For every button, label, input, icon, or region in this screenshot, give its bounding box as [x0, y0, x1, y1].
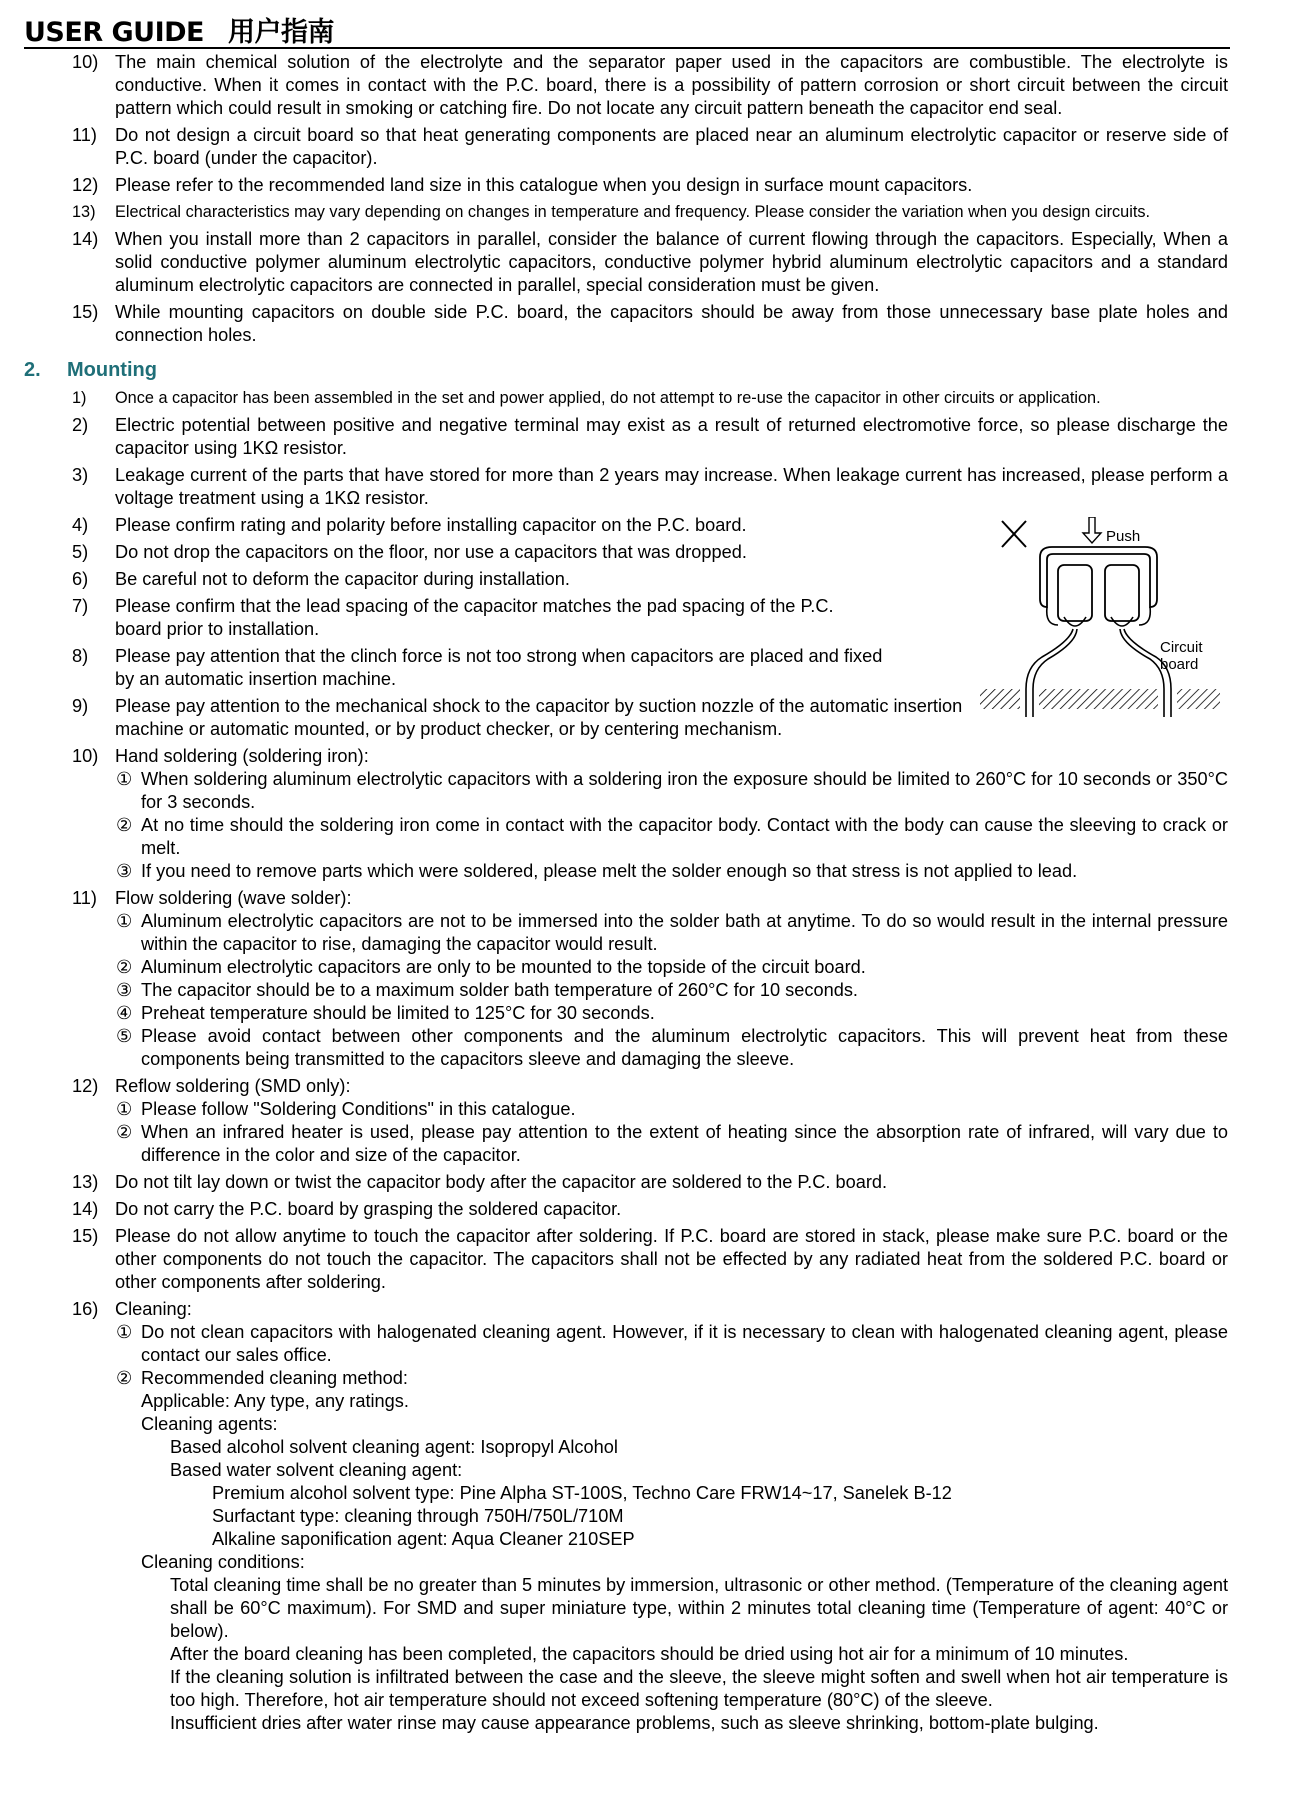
item-text: Do not carry the P.C. board by grasping the soldered capacitor.: [115, 1199, 622, 1219]
item-number: 7): [72, 596, 89, 616]
header-title-en: USER GUIDE: [24, 17, 204, 48]
sub-item: [0, 1367, 1300, 1390]
sub-item-marker: ①: [116, 1099, 133, 1119]
list-item: [0, 228, 1300, 297]
prohibited-x-icon: [1002, 521, 1026, 547]
list-item: [0, 387, 1300, 410]
sub-item: [0, 860, 1300, 883]
sub-item-marker: ②: [116, 1368, 133, 1388]
item-text: Please refer to the recommended land size in this catalogue when you design in surface mount capacitors.: [115, 175, 973, 195]
sub-item-marker: ⑤: [116, 1026, 133, 1046]
item-text: Electric potential between positive and negative terminal may exist as a result of returned electromotive force, so please discharge the capacitor using 1KΩ resistor.: [115, 415, 1228, 458]
sub-item: [0, 910, 1300, 956]
item-text: Please pay attention to the mechanical shock to the capacitor by suction nozzle of the automatic insertion machine or automatic mounted, or by product checker, or by centering mechanism.: [115, 696, 963, 739]
list-item: [0, 301, 1300, 347]
cleaning-conditions-title: Cleaning conditions:: [141, 1552, 305, 1572]
sub-item-text: Please follow "Soldering Conditions" in this catalogue.: [141, 1099, 576, 1119]
list-item: [0, 1198, 1300, 1221]
item-number: 15): [72, 1226, 99, 1246]
circuit-board-label-line2: board: [1160, 656, 1199, 673]
list-item: [0, 174, 1300, 197]
list-item-hand-soldering: [0, 745, 1300, 768]
sub-item: [0, 1098, 1300, 1121]
item-number: 9): [72, 696, 89, 716]
sub-item-text: When soldering aluminum electrolytic capacitors with a soldering iron the exposure should be limited to 260°C for 10 seconds or 350°C for 3 seconds.: [141, 769, 1228, 812]
item-number: 10): [72, 52, 99, 72]
header-title-zh: 用户指南: [228, 17, 334, 48]
section-title: [0, 357, 1300, 383]
list-item: [0, 1171, 1300, 1194]
list-item: [0, 645, 885, 691]
list-item: [0, 595, 885, 641]
item-text: While mounting capacitors on double side P.C. board, the capacitors should be away from those unnecessary base plate holes and connection holes.: [115, 302, 1228, 345]
sub-item-marker: ③: [116, 861, 133, 881]
sub-item-text: If you need to remove parts which were soldered, please melt the solder enough so that stress is not applied to lead.: [141, 861, 1078, 881]
item-number: 13): [72, 203, 96, 221]
list-item-reflow-soldering: [0, 1075, 1300, 1098]
sub-item: [0, 1025, 1300, 1071]
item-number: 10): [72, 746, 99, 766]
sub-item-marker: ①: [116, 769, 133, 789]
sub-item-text: When an infrared heater is used, please pay attention to the extent of heating since the absorption rate of infrared, will vary due to difference in the color and size of the capacitor.: [141, 1122, 1228, 1165]
list-item-cleaning: [0, 1298, 1300, 1321]
cleaning-agent-water: Based water solvent cleaning agent:: [170, 1460, 463, 1480]
list-item: [0, 1225, 1300, 1294]
list-item: [0, 695, 1015, 741]
sub-item: [0, 1002, 1300, 1025]
sub-item-marker: ①: [116, 911, 133, 931]
list-item: [0, 414, 1300, 460]
list-item: [0, 541, 885, 564]
cleaning-agent-premium: Premium alcohol solvent type: Pine Alpha ST-100S, Techno Care FRW14~17, Sanelek B-12: [212, 1483, 952, 1503]
item-number: 3): [72, 465, 89, 485]
cleaning-condition: Total cleaning time shall be no greater than 5 minutes by immersion, ultrasonic or other method. (Temperature of the cleaning agent shall be 60°C maximum). For SMD and super miniature type, within 2 minutes total cleaning time (Temperature of agent: 40°C or below).: [170, 1575, 1228, 1641]
sub-item-marker: ①: [116, 1322, 133, 1342]
sub-item-text: Please avoid contact between other components and the aluminum electrolytic capacitors. This will prevent heat from these components being transmitted to the capacitors sleeve and damaging the sleeve.: [141, 1026, 1228, 1069]
cleaning-applicable: Applicable: Any type, any ratings.: [141, 1391, 409, 1411]
item-text: Do not tilt lay down or twist the capacitor body after the capacitor are soldered to the P.C. board.: [115, 1172, 888, 1192]
item-text: Be careful not to deform the capacitor during installation.: [115, 569, 570, 589]
sub-item: [0, 1121, 1300, 1167]
list-item: [0, 464, 1300, 510]
item-number: 13): [72, 1172, 99, 1192]
cleaning-condition: After the board cleaning has been completed, the capacitors should be dried using hot air for a minimum of 10 minutes.: [170, 1644, 1129, 1664]
list-item: [0, 124, 1300, 170]
item-number: 14): [72, 1199, 99, 1219]
sub-item: [0, 956, 1300, 979]
item-number: 2): [72, 415, 89, 435]
item-number: 5): [72, 542, 89, 562]
item-text: Once a capacitor has been assembled in the set and power applied, do not attempt to re-use the capacitor in other circuits or application.: [115, 389, 1101, 407]
item-text: Do not drop the capacitors on the floor, nor use a capacitors that was dropped.: [115, 542, 747, 562]
capacitor-right: [1105, 565, 1139, 626]
item-text: Please pay attention that the clinch force is not too strong when capacitors are placed and fixed by an automatic insertion machine.: [115, 646, 883, 689]
list-item: [0, 514, 885, 537]
sub-item-text: Aluminum electrolytic capacitors are not to be immersed into the solder bath at anytime. To do so would result in the internal pressure within the capacitor to rise, damaging the capacitor would result.: [141, 911, 1228, 954]
capacitor-left: [1058, 565, 1092, 626]
item-text: When you install more than 2 capacitors in parallel, consider the balance of current flowing through the capacitors. Especially, When a solid conductive polymer aluminum electrolytic capacitors, conductive polymer hybrid aluminum electrolytic capacitors and a standard aluminum electrolytic capacitors are connected in parallel, special consideration must be given.: [115, 229, 1228, 295]
cleaning-condition: If the cleaning solution is infiltrated between the case and the sleeve, the sleeve might soften and swell when hot air temperature is too high. Therefore, hot air temperature should not exceed softening temperature (80°C) of the sleeve.: [170, 1667, 1228, 1710]
sub-item-text: Do not clean capacitors with halogenated cleaning agent. However, if it is necessary to clean with halogenated cleaning agent, please contact our sales office.: [141, 1322, 1228, 1365]
item-text: Please confirm rating and polarity before installing capacitor on the P.C. board.: [115, 515, 747, 535]
item-number: 12): [72, 1076, 99, 1096]
item-number: 8): [72, 646, 89, 666]
item-text: The main chemical solution of the electrolyte and the separator paper used in the capacitors are combustible. The electrolyte is conductive. When it comes in contact with the P.C. board, there is a possibility of pattern corrosion or short circuit between the circuit pattern which could result in smoking or catching fire. Do not locate any circuit pattern beneath the capacitor end seal.: [115, 52, 1228, 118]
circuit-board-label-line1: Circuit: [1160, 639, 1203, 656]
item-title: Reflow soldering (SMD only):: [115, 1076, 351, 1096]
item-number: 6): [72, 569, 89, 589]
list-item-flow-soldering: [0, 887, 1300, 910]
sub-item-text: At no time should the soldering iron come in contact with the capacitor body. Contact with the body can cause the sleeving to crack or melt.: [141, 815, 1228, 858]
push-arrow-icon: [1083, 517, 1101, 543]
sub-item: [0, 768, 1300, 814]
item-text: Electrical characteristics may vary depending on changes in temperature and frequency. Please consider the variation when you design circuits.: [115, 203, 1151, 221]
sub-item-marker: ②: [116, 957, 133, 977]
cleaning-agent-alkaline: Alkaline saponification agent: Aqua Cleaner 210SEP: [212, 1529, 635, 1549]
push-label: Push: [1106, 528, 1141, 545]
section-number: 2.: [24, 359, 41, 381]
sub-item-text: The capacitor should be to a maximum solder bath temperature of 260°C for 10 seconds.: [141, 980, 858, 1000]
header-rule: [24, 47, 1230, 49]
sub-item-marker: ③: [116, 980, 133, 1000]
sub-item-marker: ②: [116, 1122, 133, 1142]
item-number: 4): [72, 515, 89, 535]
item-number: 14): [72, 229, 99, 249]
cleaning-agent-alcohol: Based alcohol solvent cleaning agent: Isopropyl Alcohol: [170, 1437, 618, 1457]
sub-item-text: Recommended cleaning method:: [141, 1368, 408, 1388]
item-number: 11): [72, 888, 97, 908]
item-text: Do not design a circuit board so that heat generating components are placed near an aluminum electrolytic capacitor or reserve side of P.C. board (under the capacitor).: [115, 125, 1228, 168]
cleaning-condition: Insufficient dries after water rinse may cause appearance problems, such as sleeve shrinking, bottom-plate bulging.: [170, 1713, 1099, 1733]
document-body: [0, 51, 1300, 1735]
item-number: 11): [72, 125, 97, 145]
sub-item-marker: ②: [116, 815, 133, 835]
sub-item-marker: ④: [116, 1003, 133, 1023]
item-number: 16): [72, 1299, 99, 1319]
sub-item-text: Aluminum electrolytic capacitors are only to be mounted to the topside of the circuit board.: [141, 957, 866, 977]
sub-item: [0, 979, 1300, 1002]
item-number: 15): [72, 302, 99, 322]
cleaning-agent-surfactant: Surfactant type: cleaning through 750H/750L/710M: [212, 1506, 624, 1526]
item-number: 12): [72, 175, 99, 195]
list-item: [0, 568, 885, 591]
item-text: Leakage current of the parts that have stored for more than 2 years may increase. When leakage current has increased, please perform a voltage treatment using a 1KΩ resistor.: [115, 465, 1228, 508]
capacitor-mounting-diagram: [980, 517, 1220, 727]
sub-item-text: Preheat temperature should be limited to 125°C for 30 seconds.: [141, 1003, 655, 1023]
cleaning-agents-title: Cleaning agents:: [141, 1414, 278, 1434]
list-item: [0, 201, 1300, 224]
section-heading: Mounting: [67, 359, 157, 381]
item-title: Flow soldering (wave solder):: [115, 888, 352, 908]
item-title: Cleaning:: [115, 1299, 192, 1319]
sub-item: [0, 1321, 1300, 1367]
page-header: [24, 10, 334, 49]
circuit-board: [980, 689, 1220, 709]
mounting-figure: [980, 517, 1220, 727]
list-item: [0, 51, 1300, 120]
item-title: Hand soldering (soldering iron):: [115, 746, 369, 766]
sub-item: [0, 814, 1300, 860]
item-number: 1): [72, 389, 87, 407]
item-text: Please confirm that the lead spacing of the capacitor matches the pad spacing of the P.C. board prior to installation.: [115, 596, 834, 639]
item-text: Please do not allow anytime to touch the capacitor after soldering. If P.C. board are stored in stack, please make sure P.C. board or the other components do not touch the capacitor. The capacitors shall not be effected by any radiated heat from the soldered P.C. board or other components after soldering.: [115, 1226, 1228, 1292]
